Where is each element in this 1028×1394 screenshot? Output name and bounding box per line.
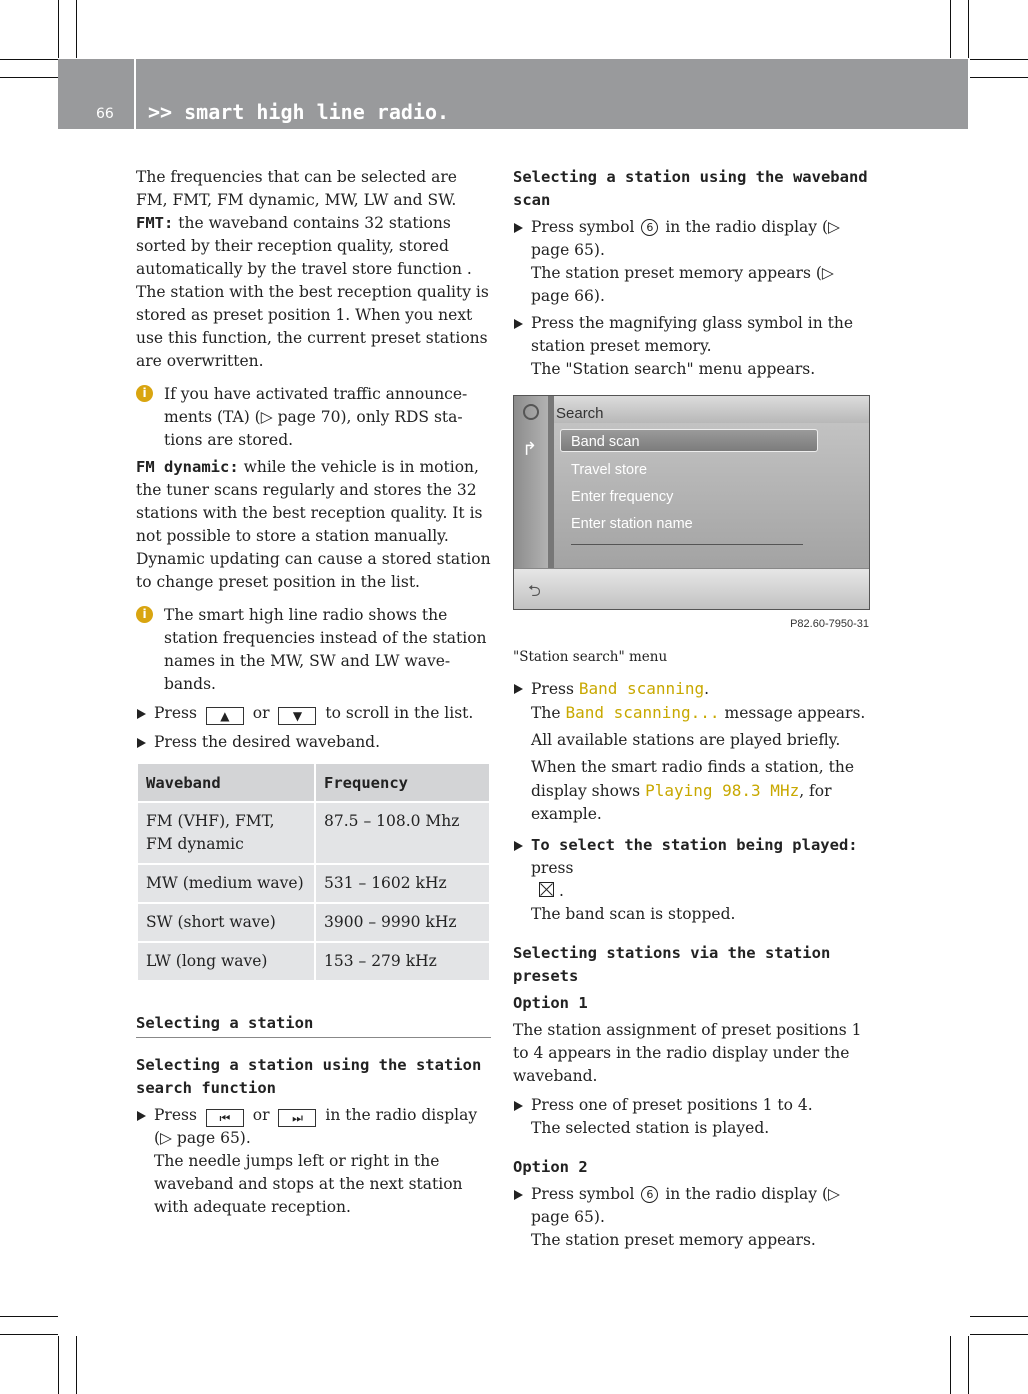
step-result: The selected station is played.	[531, 1119, 770, 1137]
step-arrow-icon	[137, 709, 146, 719]
screen-sidebar	[514, 396, 548, 568]
instruction-step	[513, 312, 869, 381]
section-heading: Selecting a station	[136, 1012, 491, 1038]
crop-mark	[968, 1336, 969, 1394]
crop-mark	[970, 1334, 1028, 1335]
crop-mark	[0, 1316, 58, 1317]
menu-item-enter-frequency[interactable]: Enter frequency	[571, 489, 674, 505]
step-arrow-icon	[514, 841, 523, 851]
instruction-step	[513, 677, 869, 826]
step-text: Press one of preset positions 1 to 4.	[531, 1096, 813, 1114]
crop-mark	[76, 1336, 77, 1394]
step-result	[531, 701, 869, 725]
option-heading: Option 1	[513, 994, 588, 1012]
crop-mark	[0, 77, 58, 78]
screen-title: Search	[556, 405, 604, 422]
step-text: .	[704, 680, 710, 698]
table-cell: MW (medium wave)	[137, 864, 315, 903]
header-divider	[134, 59, 136, 129]
step-arrow-icon	[514, 684, 523, 694]
step-result: All available stations are played briefly.	[531, 731, 841, 749]
stop-scan-icon	[539, 882, 554, 897]
crop-mark	[950, 0, 951, 58]
instruction-step	[513, 834, 869, 926]
crop-mark	[76, 0, 77, 58]
waveband-table	[136, 762, 491, 982]
page-header	[58, 59, 968, 129]
step-text: Press symbol	[531, 218, 635, 236]
option-heading: Option 2	[513, 1158, 588, 1176]
fmt-text: the waveband contains 32 stations sorted by their reception quality, stored automatically by the travel store function . The station with the best reception quality is stored as preset position 1. When you next use this function, the current preset stations are overwritten.	[136, 214, 489, 370]
sub-heading: Selecting a station using the station search function	[136, 1056, 482, 1097]
step-bold-label: To select the station being played:	[531, 836, 858, 854]
symbol-number: 6	[641, 219, 658, 236]
step-text: or	[252, 704, 270, 722]
crop-mark	[970, 59, 1028, 60]
station-search-screen	[513, 395, 870, 610]
info-note	[136, 383, 491, 452]
note-text: If you have activated traffic announcements (TA) (▷ page 70), only RDS stations are stored.	[164, 385, 468, 449]
menu-item-enter-station-name[interactable]: Enter station name	[571, 516, 693, 532]
back-icon[interactable]: ⮌	[528, 581, 541, 600]
crop-mark	[968, 0, 969, 58]
step-text: Press the desired waveband.	[154, 733, 381, 751]
step-arrow-icon	[514, 1101, 523, 1111]
search-icon	[523, 404, 539, 420]
screen-bottombar	[514, 568, 869, 609]
sub-heading: Selecting a station using the waveband scan	[513, 168, 868, 209]
display-text: Playing 98.3 MHz	[645, 781, 800, 800]
table-row	[137, 802, 490, 864]
page-title: >> smart high line radio.	[148, 100, 450, 124]
step-arrow-icon	[514, 319, 523, 329]
step-text: Press symbol	[531, 1185, 635, 1203]
figure-id: P82.60-7950-31	[790, 618, 869, 630]
crop-mark	[0, 1334, 58, 1335]
fm-dynamic-paragraph	[136, 456, 491, 594]
step-result: The "Station search" menu appears.	[531, 360, 816, 378]
fm-dynamic-label: FM dynamic:	[136, 458, 239, 476]
fmt-paragraph	[136, 212, 491, 373]
step-text: Press	[531, 680, 574, 698]
info-note	[136, 604, 491, 696]
note-text: The smart high line radio shows the station frequencies instead of the station names in the MW, SW and LW wavebands.	[164, 606, 487, 693]
table-row	[137, 942, 490, 981]
step-arrow-icon	[514, 223, 523, 233]
instruction-step	[136, 1104, 491, 1219]
step-result: The needle jumps left or right in the waveband and stops at the next station with adequate reception.	[154, 1152, 463, 1216]
crop-mark	[970, 77, 1028, 78]
step-result	[531, 756, 869, 826]
step-result: The station preset memory appears (▷ page 66).	[531, 264, 834, 305]
table-row	[137, 903, 490, 942]
arrow-icon: ↱	[522, 439, 538, 460]
step-text: press	[531, 859, 574, 877]
seek-back-key: ⏮	[206, 1109, 244, 1127]
step-text: message appears.	[724, 704, 866, 722]
seek-forward-key: ⏭	[278, 1109, 316, 1127]
instruction-step	[513, 1183, 869, 1252]
step-arrow-icon	[137, 738, 146, 748]
instruction-step	[513, 216, 869, 308]
display-text: Band scanning...	[565, 703, 720, 722]
intro-paragraph: The frequencies that can be selected are FM, FMT, FM dynamic, MW, LW and SW.	[136, 168, 457, 209]
fm-dynamic-text: while the vehicle is in motion, the tuner scans regularly and stores the 32 stations with the best reception quality. It is not possible to store a station manually. Dynamic updating can cause a stored station to change preset position in the list.	[136, 458, 491, 591]
scroll-down-key: ▼	[278, 707, 316, 725]
display-text: Band scanning	[578, 679, 705, 698]
crop-mark	[58, 1336, 59, 1394]
step-text: or	[252, 1106, 270, 1124]
figure-caption: "Station search" menu	[513, 649, 668, 665]
step-text: Press	[154, 1106, 197, 1124]
instruction-step	[136, 702, 491, 725]
step-arrow-icon	[137, 1111, 146, 1121]
instruction-step	[513, 1094, 869, 1140]
table-cell: 531 – 1602 kHz	[315, 864, 490, 903]
table-row	[137, 864, 490, 903]
instruction-step	[136, 731, 491, 754]
step-text: .	[558, 882, 564, 900]
step-text: The	[531, 704, 561, 722]
table-cell: LW (long wave)	[137, 942, 315, 981]
option-paragraph: The station assignment of preset positions 1 to 4 appears in the radio display under the waveband.	[513, 1021, 862, 1085]
step-text: in the radio display (▷ page 65).	[531, 218, 840, 259]
fmt-label: FMT:	[136, 214, 174, 232]
step-text: When the smart radio finds a station, the display shows	[531, 758, 855, 800]
step-text: to scroll in the list.	[325, 704, 474, 722]
table-header-frequency: Frequency	[315, 763, 490, 802]
crop-mark	[950, 1336, 951, 1394]
symbol-number: 6	[641, 1186, 658, 1203]
step-result: The station preset memory appears.	[531, 1231, 816, 1249]
step-text: , for example.	[531, 782, 832, 823]
table-cell: 153 – 279 kHz	[315, 942, 490, 981]
screen-divider	[571, 544, 803, 545]
table-header-waveband: Waveband	[137, 763, 315, 802]
step-result: The band scan is stopped.	[531, 905, 736, 923]
right-column	[513, 166, 869, 1252]
menu-item-travel-store[interactable]: Travel store	[571, 462, 648, 478]
menu-item-band-scan[interactable]: Band scan	[571, 434, 640, 450]
scroll-up-key: ▲	[206, 707, 244, 725]
crop-mark	[0, 59, 58, 60]
info-icon: i	[136, 606, 153, 623]
step-text: Press	[154, 704, 197, 722]
crop-mark	[970, 1316, 1028, 1317]
step-text: in the radio display (▷ page 65).	[531, 1185, 840, 1226]
table-cell: SW (short wave)	[137, 903, 315, 942]
sub-heading: Selecting stations via the station presets	[513, 944, 831, 985]
info-icon: i	[136, 385, 153, 402]
page-number: 66	[96, 106, 114, 122]
step-text: in the radio display (▷ page 65).	[154, 1106, 478, 1147]
table-cell: 3900 – 9990 kHz	[315, 903, 490, 942]
left-column	[136, 166, 491, 1219]
crop-mark	[58, 0, 59, 58]
table-cell: FM (VHF), FMT, FM dynamic	[137, 802, 315, 864]
step-arrow-icon	[514, 1190, 523, 1200]
table-cell: 87.5 – 108.0 Mhz	[315, 802, 490, 864]
step-text: Press the magnifying glass symbol in the station preset memory.	[531, 314, 853, 355]
